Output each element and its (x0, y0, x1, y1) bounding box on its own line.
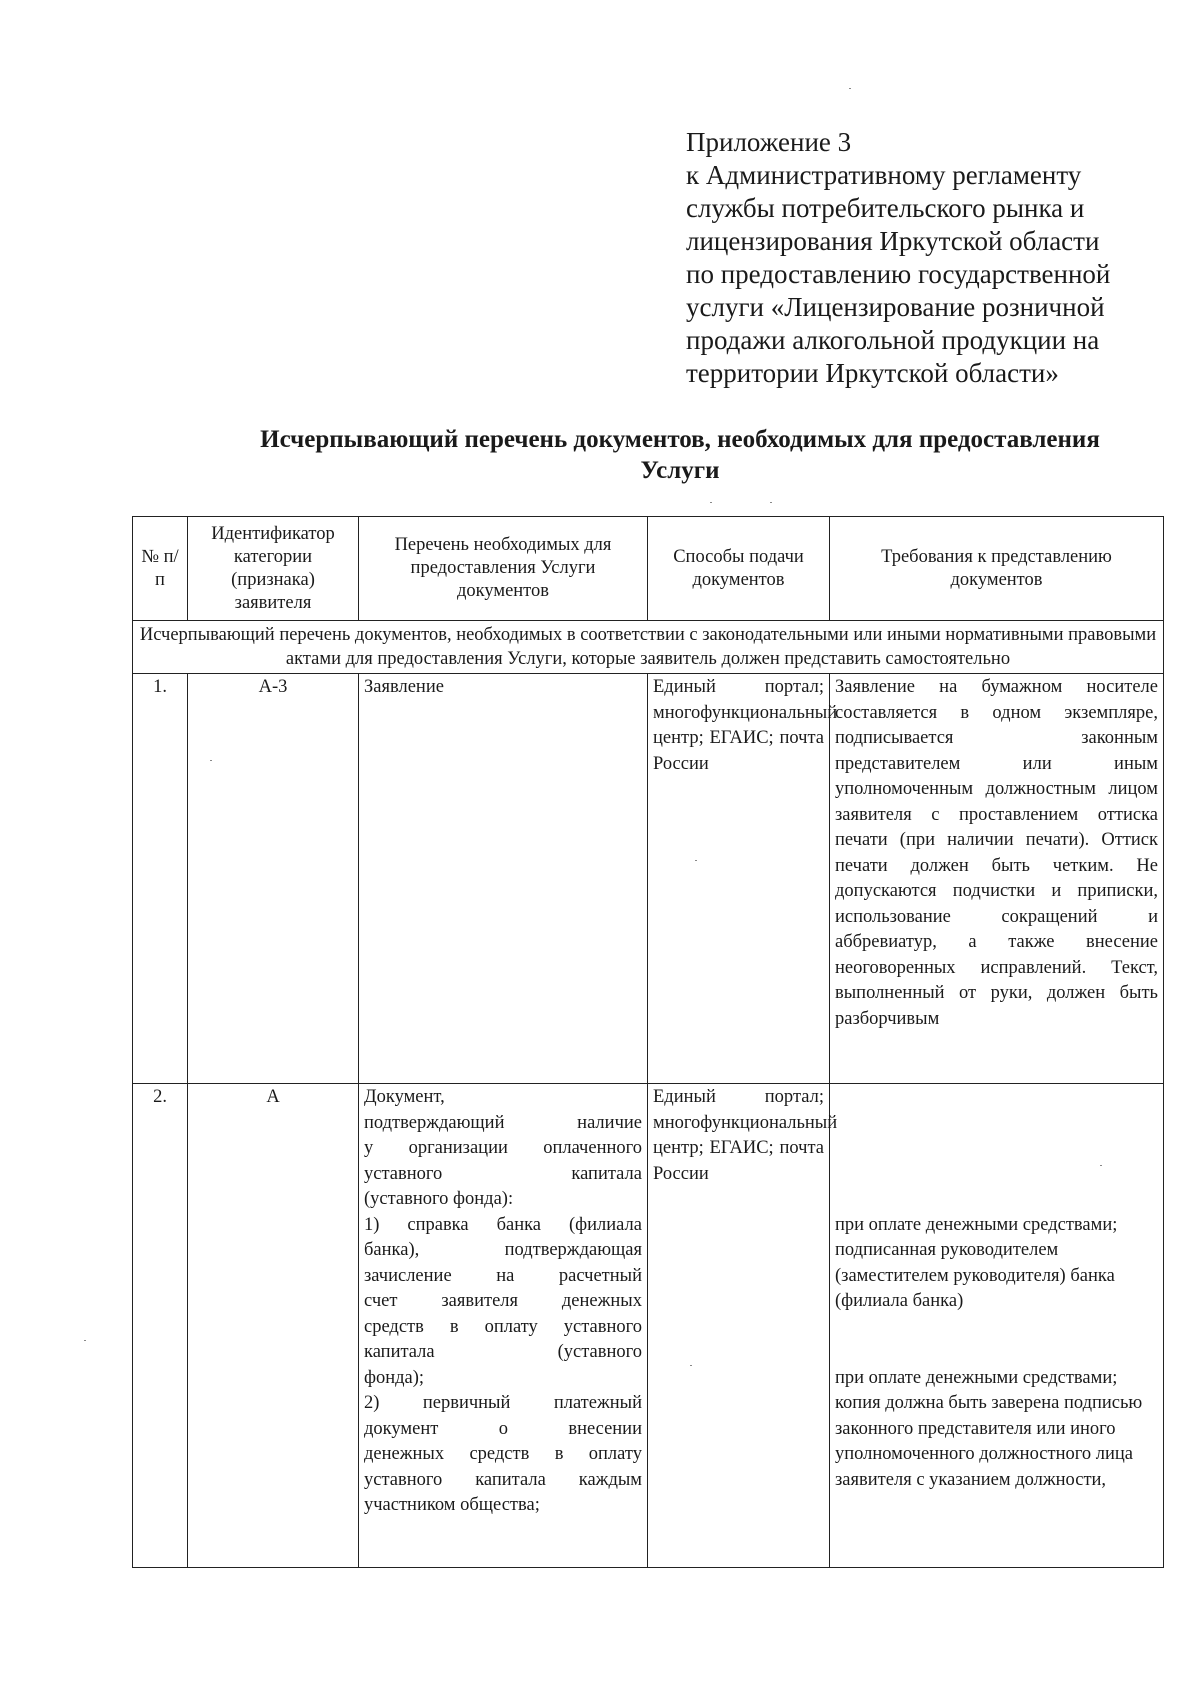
document-line: фонда); (364, 1367, 425, 1388)
table-header-row (133, 517, 1164, 621)
appendix-line: лицензирования Иркутской области (686, 226, 1100, 256)
appendix-line: территории Иркутской области» (686, 358, 1059, 388)
document-line: 2) первичный платежный (364, 1393, 642, 1413)
header-documents: Перечень необходимых для предоставления Услуги документов (359, 517, 648, 621)
table-row (133, 1084, 1164, 1568)
requirements-bank-statement: при оплате денежными средствами; подписанная руководителем (заместителем руководителя) банка (филиала банка) (835, 1214, 1118, 1311)
row-category: А-3 (188, 674, 359, 1084)
document-line: банка), подтверждающая (364, 1240, 642, 1260)
row-requirements: Заявление на бумажном носителе составляется в одном экземпляре, подписывается законным представителем или иным уполномоченным должностным лицом заявителя с проставлением оттиска печати (при наличии печати). Оттиск печати должен быть четким. Не допускаются подчистки и приписки, использование сокращений и аббревиатур, а также внесение неоговоренных исправлений. Текст, выполненный от руки, должен быть разборчивым (830, 674, 1164, 1084)
document-line: зачисление на расчетный (364, 1265, 642, 1286)
appendix-line: услуги «Лицензирование розничной (686, 292, 1105, 322)
document-title (180, 424, 1180, 486)
scan-speck (690, 1365, 692, 1366)
appendix-line: Приложение 3 (686, 127, 852, 157)
document-line: 1) справка банка (филиала (364, 1214, 642, 1235)
header-category: Идентификатор категории (признака) заявителя (188, 517, 359, 621)
appendix-line: к Административному регламенту (686, 160, 1082, 190)
document-line: средств в оплату уставного (364, 1316, 642, 1337)
document-line: у организации оплаченного (364, 1138, 642, 1158)
scan-speck (770, 502, 772, 503)
scan-speck (710, 502, 712, 503)
table-row (133, 674, 1164, 1084)
appendix-note (686, 126, 1156, 390)
scan-speck (695, 860, 697, 861)
appendix-line: продажи алкогольной продукции на (686, 325, 1100, 355)
scan-speck (84, 1340, 86, 1341)
header-num: № п/п (133, 517, 188, 621)
document-line: подтверждающий наличие (364, 1112, 642, 1133)
document-line: участником общества; (364, 1495, 540, 1515)
document-line: капитала (уставного (364, 1342, 642, 1362)
appendix-line: службы потребительского рынка и (686, 193, 1085, 223)
document-line: денежных средств в оплату (364, 1444, 642, 1464)
section-row (133, 621, 1164, 674)
document-line: Документ, (364, 1087, 445, 1107)
scan-speck (210, 760, 212, 761)
row-requirements (830, 1084, 1164, 1568)
appendix-line: по предоставлению государственной (686, 259, 1111, 289)
header-methods: Способы подачи документов (648, 517, 830, 621)
scan-speck (1100, 1165, 1102, 1166)
document-title-line2: Услуги (640, 457, 720, 484)
document-line: документ о внесении (364, 1418, 642, 1439)
scan-speck (849, 88, 851, 89)
document-title-line1: Исчерпывающий перечень документов, необходимых для предоставления (260, 426, 1100, 453)
row-document: Заявление (359, 674, 648, 1084)
row-methods: Единый портал; многофункциональный центр; ЕГАИС; почта России (648, 674, 830, 1084)
document-line: уставного капитала (364, 1163, 642, 1184)
header-requirements: Требования к представлению документов (830, 517, 1164, 621)
row-num: 2. (133, 1084, 188, 1568)
document-line: уставного капитала каждым (364, 1469, 642, 1490)
row-num: 1. (133, 674, 188, 1084)
documents-table (132, 516, 1164, 1568)
row-category: А (188, 1084, 359, 1568)
row-methods: Единый портал; многофункциональный центр; ЕГАИС; почта России (648, 1084, 830, 1568)
row-document (359, 1084, 648, 1568)
document-line: (уставного фонда): (364, 1189, 514, 1209)
section-heading: Исчерпывающий перечень документов, необходимых в соответствии с законодательными или иными нормативными правовыми актами для предоставления Услуги, которые заявитель должен представить самостоятельно (133, 621, 1164, 674)
document-line: счет заявителя денежных (364, 1291, 642, 1311)
requirements-payment-document: при оплате денежными средствами; копия должна быть заверена подписью законного представителя или иного уполномоченного должностного лица заявителя с указанием должности, (835, 1367, 1143, 1490)
